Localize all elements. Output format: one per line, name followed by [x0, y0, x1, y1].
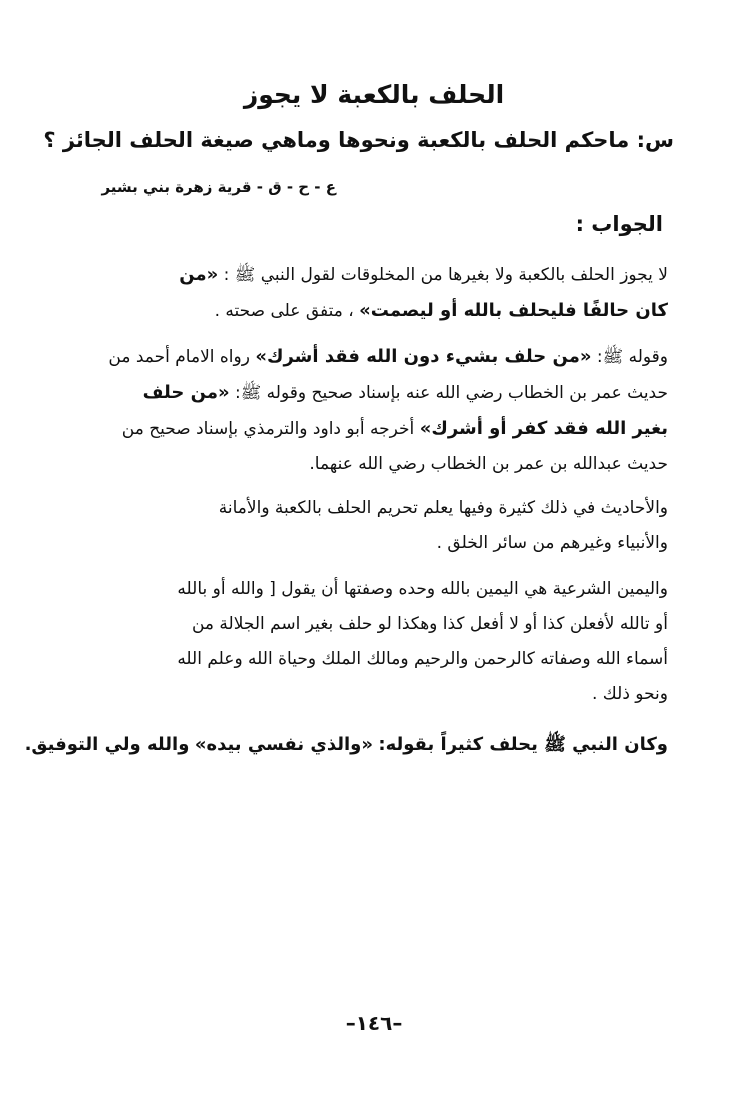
body-text: ، متفق على صحته .	[214, 301, 354, 321]
answer-paragraph-1	[68, 257, 668, 329]
paragraph-line	[68, 257, 668, 293]
paragraph-line	[24, 727, 668, 763]
hadith-quote: «من حلف	[142, 382, 230, 403]
body-text: والله ولي التوفيق.	[24, 734, 190, 755]
paragraph-line: والأحاديث في ذلك كثيرة وفيها يعلم تحريم الحلف بالكعبة والأمانة	[218, 498, 668, 518]
paragraph-line: والأنبياء وغيرهم من سائر الخلق .	[436, 533, 668, 553]
paragraph-line: أو تالله لأفعلن كذا أو لا أفعل كذا وهكذا لو حلف بغير اسم الجلالة من	[191, 614, 668, 634]
hadith-quote: كان حالفًا فليحلف بالله أو ليصمت»	[359, 300, 668, 321]
answer-paragraph-2	[68, 339, 668, 482]
paragraph-line	[68, 375, 668, 411]
paragraph-line: حديث عبدالله بن عمر بن الخطاب رضي الله عنهما.	[309, 454, 668, 474]
paragraph-line: أسماء الله وصفاته كالرحمن والرحيم ومالك الملك وحياة الله وعلم الله	[177, 649, 668, 669]
page-title: الحلف بالكعبة لا يجوز	[243, 80, 505, 109]
hadith-quote: بغير الله فقد كفر أو أشرك»	[419, 418, 668, 439]
page-number: –١٤٦–	[345, 1011, 403, 1035]
hadith-quote: «من	[179, 264, 219, 285]
hadith-quote: «من حلف بشيء دون الله فقد أشرك»	[255, 346, 592, 367]
paragraph-line: ونحو ذلك .	[592, 684, 668, 704]
answer-label: الجواب :	[575, 212, 663, 236]
question-text: س: ماحكم الحلف بالكعبة ونحوها وماهي صيغة الحلف الجائز ؟	[43, 128, 674, 152]
body-text: وقوله ﷺ:	[596, 347, 668, 367]
paragraph-line: واليمين الشرعية هي اليمين بالله وحده وصفتها أن يقول [ والله أو بالله	[177, 579, 668, 599]
body-text: أخرجه أبو داود والترمذي بإسناد صحيح من	[121, 419, 415, 439]
hadith-quote: «والذي نفسي بيده»	[194, 734, 373, 755]
body-text: رواه الامام أحمد من	[108, 347, 250, 367]
questioner-source: ع - ح - ق - قرية زهرة بني بشير	[101, 178, 336, 196]
paragraph-line	[68, 293, 668, 329]
body-text: لا يجوز الحلف بالكعبة ولا بغيرها من المخلوقات لقول النبي ﷺ :	[223, 265, 668, 285]
body-text: حديث عمر بن الخطاب رضي الله عنه بإسناد صحيح وقوله ﷺ:	[235, 383, 668, 403]
body-text: وكان النبي ﷺ يحلف كثيراً بقوله:	[378, 734, 668, 755]
answer-paragraph-3	[68, 491, 668, 561]
paragraph-line	[68, 339, 668, 375]
answer-paragraph-4	[68, 572, 668, 712]
answer-paragraph-5	[24, 727, 668, 763]
paragraph-line	[68, 411, 668, 447]
